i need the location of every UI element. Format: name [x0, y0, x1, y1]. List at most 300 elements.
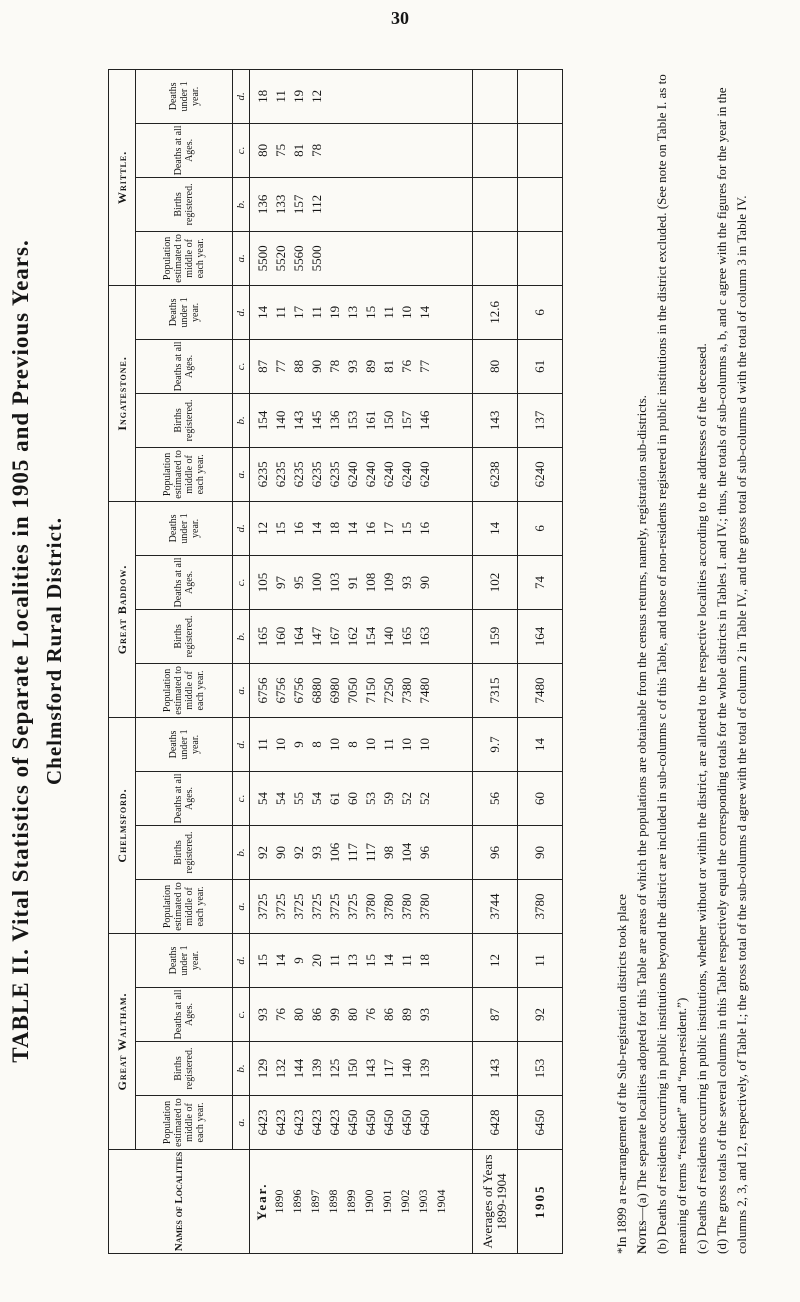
data-cell: 125 [327, 1058, 342, 1079]
sub-letter-writtle-deaths_under_1: d. [233, 69, 250, 123]
data-cell: 93 [399, 575, 414, 589]
data-cell: 6756 [291, 677, 306, 704]
data-cell: 165 [255, 626, 270, 647]
main-title: TABLE II. Vital Statistics of Separate Localities in 1905 and Previous Years. [8, 239, 33, 1063]
data-cell [362, 125, 380, 176]
data-cell [398, 233, 416, 284]
column-header-writtle-population: Population estimated to middle of each year. [136, 231, 233, 285]
data-cell: 81 [381, 359, 396, 373]
data-cell [398, 179, 416, 230]
data-cell: 144 [291, 1058, 306, 1079]
year-1905-chelmsford-population: 3780 [518, 879, 563, 933]
data-cell: 19 [327, 305, 342, 319]
data-cell: 140 [399, 1058, 414, 1079]
values-great_waltham-population [250, 1096, 473, 1150]
data-cell [344, 125, 362, 176]
data-cell: 80 [345, 1008, 360, 1021]
data-cell: 95 [291, 575, 306, 589]
data-cell: 11 [273, 90, 288, 103]
average-great_waltham-deaths: 87 [473, 988, 518, 1042]
data-cell: 153 [345, 410, 360, 431]
average-writtle-population [473, 231, 518, 285]
sub-letter-writtle-births: b. [233, 177, 250, 231]
column-header-ingatestone-births: Births registered. [136, 393, 233, 447]
sub-title: Chelmsford Rural District. [42, 516, 66, 786]
data-cell: 160 [273, 626, 288, 647]
year-1905-great_waltham-deaths_under_1: 11 [518, 933, 563, 987]
data-cell: 7150 [363, 677, 378, 704]
average-ingatestone-population: 6238 [473, 447, 518, 501]
data-cell: 140 [381, 626, 396, 647]
values-great_baddow-births [250, 609, 473, 663]
column-header-great_waltham-deaths_under_1: Deaths under 1 year. [136, 933, 233, 987]
data-cell: 146 [417, 410, 432, 431]
notes-lead: Notes [634, 1220, 649, 1254]
average-writtle-births [473, 177, 518, 231]
data-cell: 9 [291, 741, 306, 748]
note-a-text: —(a) The separate localities adopted for this Table are areas of which the populations are obtainable from the census returns, namely, registration sub-districts. [634, 395, 649, 1221]
averages-row [473, 69, 518, 1253]
column-header-ingatestone-population: Population estimated to middle of each year. [136, 447, 233, 501]
data-cell: 18 [327, 521, 342, 535]
data-cell: 6450 [381, 1109, 396, 1136]
page-number: 30 [391, 8, 409, 28]
data-cell: 108 [363, 572, 378, 593]
values-writtle-deaths_under_1 [250, 69, 473, 123]
average-great_waltham-births: 143 [473, 1042, 518, 1096]
values-ingatestone-births [250, 393, 473, 447]
year-1905-ingatestone-population: 6240 [518, 447, 563, 501]
data-cell: 7050 [345, 677, 360, 704]
column-header-writtle-deaths: Deaths at all Ages. [136, 123, 233, 177]
data-cell: 14 [309, 521, 324, 535]
year-1905-great_baddow-births: 164 [518, 609, 563, 663]
data-cell: 6240 [345, 461, 360, 488]
year-1905-great_baddow-deaths: 74 [518, 555, 563, 609]
average-great_baddow-births: 159 [473, 609, 518, 663]
data-cell: 6756 [255, 677, 270, 704]
values-great_baddow-population [250, 663, 473, 717]
data-cell: 11 [381, 738, 396, 751]
column-header-chelmsford-births: Births registered. [136, 825, 233, 879]
column-header-writtle-births: Births registered. [136, 177, 233, 231]
data-cell [380, 71, 398, 122]
data-cell: 6235 [255, 461, 270, 488]
data-cell: 6450 [417, 1109, 432, 1136]
data-cell: 157 [399, 410, 414, 431]
data-cell: 96 [417, 845, 432, 859]
year-value: 1899 [344, 1189, 358, 1214]
data-cell: 87 [255, 359, 270, 373]
values-ingatestone-deaths_under_1 [250, 285, 473, 339]
data-cell: 3780 [399, 893, 414, 920]
note-b: (b) Deaths of residents occurring in public institutions beyond the district are included in sub-columns c of this Table, and those of non-residents registered in public institutions in the district excluded. (See note on Table I. as to meaning of terms “resident” and “non-resident.”) [654, 74, 689, 1254]
data-cell: 117 [345, 842, 360, 862]
sub-letter-writtle-deaths: c. [233, 123, 250, 177]
data-cell: 3780 [363, 893, 378, 920]
year-1905-writtle-births [518, 177, 563, 231]
data-cell: 7480 [417, 677, 432, 704]
data-cell: 16 [363, 521, 378, 535]
vital-statistics-table [108, 69, 563, 1254]
data-cell: 88 [291, 359, 306, 373]
data-cell: 6235 [273, 461, 288, 488]
locality-header-great_waltham: Great Waltham. [109, 933, 136, 1149]
data-cell: 10 [399, 737, 414, 751]
data-cell: 140 [273, 410, 288, 431]
data-cell: 6880 [309, 677, 324, 704]
data-cell: 9 [291, 957, 306, 964]
data-cell: 13 [345, 305, 360, 319]
data-cell: 8 [345, 741, 360, 748]
year-value: 1896 [290, 1189, 304, 1214]
data-cell: 6423 [273, 1109, 288, 1136]
data-cell: 14 [255, 305, 270, 319]
data-cell: 15 [255, 954, 270, 967]
data-cell: 90 [417, 575, 432, 589]
data-cell: 59 [381, 791, 396, 805]
sub-letter-great_waltham-population: a. [233, 1096, 250, 1150]
locality-header-ingatestone: Ingatestone. [109, 285, 136, 501]
year-1905-great_baddow-deaths_under_1: 6 [518, 501, 563, 555]
data-cell: 86 [381, 1008, 396, 1021]
data-cell: 76 [399, 359, 414, 373]
data-cell: 93 [345, 359, 360, 373]
data-cell: 17 [291, 305, 306, 319]
data-cell: 77 [273, 359, 288, 373]
note-a [632, 74, 652, 1254]
values-writtle-population [250, 231, 473, 285]
average-chelmsford-births: 96 [473, 825, 518, 879]
data-cell: 18 [417, 954, 432, 967]
data-cell: 164 [291, 626, 306, 647]
average-great_waltham-deaths_under_1: 12 [473, 933, 518, 987]
data-cell: 15 [399, 521, 414, 535]
data-cell: 147 [309, 626, 324, 647]
data-cell: 139 [417, 1058, 432, 1079]
data-cell [362, 179, 380, 230]
data-cell: 10 [417, 737, 432, 751]
data-cell: 3725 [327, 893, 342, 920]
data-cell: 129 [255, 1058, 270, 1079]
year-1905-writtle-deaths_under_1 [518, 69, 563, 123]
data-cell: 3725 [255, 893, 270, 920]
column-header-great_waltham-births: Births registered. [136, 1042, 233, 1096]
data-cell: 5560 [291, 245, 306, 272]
data-cell: 80 [255, 143, 270, 157]
year-value: 1900 [362, 1189, 376, 1214]
year-value: 1904 [434, 1189, 448, 1214]
data-cell [416, 179, 434, 230]
sub-letter-chelmsford-births: b. [233, 825, 250, 879]
average-great_baddow-population: 7315 [473, 663, 518, 717]
data-cell: 106 [327, 842, 342, 863]
data-cell: 15 [363, 954, 378, 967]
year-1905-ingatestone-deaths_under_1: 6 [518, 285, 563, 339]
year-1905-row [518, 69, 563, 1253]
data-cell: 6423 [291, 1109, 306, 1136]
data-cell [380, 179, 398, 230]
sub-letter-great_baddow-deaths: c. [233, 555, 250, 609]
data-cell: 13 [345, 954, 360, 967]
data-cell: 11 [273, 306, 288, 319]
year-value: 1898 [326, 1189, 340, 1214]
year-value: 1902 [398, 1189, 412, 1214]
column-header-great_baddow-population: Population estimated to middle of each year. [136, 663, 233, 717]
data-cell: 54 [273, 791, 288, 805]
sub-letter-great_waltham-deaths: c. [233, 988, 250, 1042]
year-1905-ingatestone-births: 137 [518, 393, 563, 447]
average-great_baddow-deaths: 102 [473, 555, 518, 609]
data-cell: 76 [273, 1008, 288, 1021]
sub-letter-row [233, 69, 250, 1253]
values-ingatestone-population [250, 447, 473, 501]
data-cell: 14 [417, 305, 432, 319]
data-cell: 76 [363, 1008, 378, 1021]
data-cell: 90 [273, 845, 288, 859]
data-cell: 3780 [417, 893, 432, 920]
data-cell: 54 [255, 791, 270, 805]
year-1905-writtle-deaths [518, 123, 563, 177]
data-cell: 55 [291, 791, 306, 805]
data-cell: 3725 [291, 893, 306, 920]
data-cell: 78 [309, 143, 324, 157]
data-cell: 6423 [309, 1109, 324, 1136]
year-1905-label: 1905 [518, 1150, 563, 1254]
data-cell: 6235 [291, 461, 306, 488]
year-1905-chelmsford-births: 90 [518, 825, 563, 879]
data-cell: 14 [345, 521, 360, 535]
data-cell: 11 [381, 306, 396, 319]
data-cell: 16 [291, 521, 306, 535]
year-1905-writtle-population [518, 231, 563, 285]
data-cell [326, 125, 344, 176]
footnote-1899: *In 1899 a re-arrangement of the Sub-registration districts took place [614, 894, 629, 1254]
note-c: (c) Deaths of residents occurring in public institutions, whether without or within the district, are allotted to the respective localities according to the addresses of the deceased. [694, 343, 709, 1254]
data-cell: 97 [273, 575, 288, 589]
data-cell: 17 [381, 521, 396, 535]
average-ingatestone-deaths_under_1: 12.6 [473, 285, 518, 339]
data-cell [398, 125, 416, 176]
data-cell: 89 [363, 359, 378, 373]
data-cell: 15 [363, 305, 378, 319]
data-cell: 99 [327, 1008, 342, 1021]
data-cell: 167 [327, 626, 342, 647]
year-value: 1901 [380, 1189, 394, 1214]
sub-letter-great_baddow-deaths_under_1: d. [233, 501, 250, 555]
data-cell: 133 [273, 194, 288, 215]
data-cell [416, 233, 434, 284]
data-cell [362, 233, 380, 284]
year-header: Year. [254, 1182, 269, 1221]
data-cell: 14 [273, 954, 288, 967]
year-1905-great_waltham-births: 153 [518, 1042, 563, 1096]
year-value: 1890 [272, 1189, 286, 1214]
data-cell: 154 [363, 626, 378, 647]
data-cell: 18 [255, 89, 270, 103]
data-cell: 132 [273, 1058, 288, 1079]
data-cell: 6240 [363, 461, 378, 488]
column-header-row [136, 69, 233, 1253]
data-cell: 7250 [381, 677, 396, 704]
data-cell: 11 [327, 954, 342, 967]
data-cell: 3725 [273, 893, 288, 920]
data-cell [380, 233, 398, 284]
year-value: 1897 [308, 1189, 322, 1214]
data-cell: 10 [273, 737, 288, 751]
year-1905-ingatestone-deaths: 61 [518, 339, 563, 393]
data-cell: 92 [255, 845, 270, 859]
data-cell: 78 [327, 359, 342, 373]
data-cell [398, 71, 416, 122]
data-cell: 161 [363, 410, 378, 431]
notes-section [612, 74, 752, 1254]
data-cell: 6235 [327, 461, 342, 488]
data-cell: 143 [363, 1058, 378, 1079]
data-cell: 89 [399, 1008, 414, 1021]
sub-letter-chelmsford-population: a. [233, 879, 250, 933]
values-chelmsford-deaths [250, 771, 473, 825]
column-header-chelmsford-deaths: Deaths at all Ages. [136, 771, 233, 825]
values-chelmsford-deaths_under_1 [250, 717, 473, 771]
average-chelmsford-deaths_under_1: 9.7 [473, 717, 518, 771]
averages-label: Averages of Years 1899-1904 [473, 1150, 518, 1254]
data-cell: 136 [327, 410, 342, 431]
data-cell [326, 233, 344, 284]
locality-header-writtle: Writtle. [109, 69, 136, 285]
column-header-writtle-deaths_under_1: Deaths under 1 year. [136, 69, 233, 123]
data-cell [344, 71, 362, 122]
sub-letter-ingatestone-births: b. [233, 393, 250, 447]
data-cell: 75 [273, 143, 288, 157]
data-cell: 6450 [363, 1109, 378, 1136]
column-header-great_waltham-deaths: Deaths at all Ages. [136, 988, 233, 1042]
data-cell: 6450 [345, 1109, 360, 1136]
sub-letter-great_waltham-births: b. [233, 1042, 250, 1096]
data-cell: 150 [345, 1058, 360, 1079]
data-cell: 5520 [273, 245, 288, 272]
average-ingatestone-births: 143 [473, 393, 518, 447]
data-cell: 7380 [399, 677, 414, 704]
data-cell: 6240 [417, 461, 432, 488]
sub-letter-ingatestone-population: a. [233, 447, 250, 501]
data-cell: 6240 [381, 461, 396, 488]
values-chelmsford-births [250, 825, 473, 879]
year-value: 1903 [416, 1189, 430, 1214]
data-cell: 109 [381, 572, 396, 593]
data-cell: 3725 [309, 893, 324, 920]
sub-letter-great_baddow-population: a. [233, 663, 250, 717]
data-cell: 3725 [345, 893, 360, 920]
year-1905-great_baddow-population: 7480 [518, 663, 563, 717]
year-list [270, 1151, 450, 1252]
data-cell: 143 [291, 410, 306, 431]
data-cell: 11 [399, 954, 414, 967]
data-cell: 52 [399, 791, 414, 805]
values-writtle-births [250, 177, 473, 231]
year-1905-chelmsford-deaths: 60 [518, 771, 563, 825]
data-cell: 19 [291, 89, 306, 103]
column-header-chelmsford-deaths_under_1: Deaths under 1 year. [136, 717, 233, 771]
locality-header-row [109, 69, 136, 1253]
data-cell: 117 [381, 1058, 396, 1079]
data-cell: 11 [255, 738, 270, 751]
data-cell: 139 [309, 1058, 324, 1079]
data-cell: 165 [399, 626, 414, 647]
data-cell [344, 179, 362, 230]
data-cell: 105 [255, 572, 270, 593]
data-cell [380, 125, 398, 176]
sub-letter-great_waltham-deaths_under_1: d. [233, 933, 250, 987]
data-cell: 6423 [255, 1109, 270, 1136]
data-cell: 91 [345, 575, 360, 589]
data-cell: 112 [309, 194, 324, 214]
column-header-great_waltham-population: Population estimated to middle of each year. [136, 1096, 233, 1150]
data-cell: 6423 [327, 1109, 342, 1136]
year-column [250, 1150, 473, 1254]
data-cell: 92 [291, 845, 306, 859]
values-writtle-deaths [250, 123, 473, 177]
data-cell [362, 71, 380, 122]
column-header-chelmsford-population: Population estimated to middle of each year. [136, 879, 233, 933]
data-cell [344, 233, 362, 284]
data-cell [326, 179, 344, 230]
data-cell: 154 [255, 410, 270, 431]
data-cell: 10 [363, 737, 378, 751]
sub-letter-chelmsford-deaths_under_1: d. [233, 717, 250, 771]
average-writtle-deaths [473, 123, 518, 177]
sub-letter-ingatestone-deaths: c. [233, 339, 250, 393]
column-header-great_baddow-births: Births registered. [136, 609, 233, 663]
data-cell: 16 [417, 521, 432, 535]
data-cell: 5500 [255, 245, 270, 272]
data-cell: 81 [291, 143, 306, 157]
data-cell: 80 [291, 1008, 306, 1021]
values-ingatestone-deaths [250, 339, 473, 393]
data-cell: 93 [255, 1008, 270, 1021]
column-header-ingatestone-deaths: Deaths at all Ages. [136, 339, 233, 393]
data-cell: 150 [381, 410, 396, 431]
names-of-localities-header: Names of Localities [109, 1150, 250, 1254]
data-cell: 117 [363, 842, 378, 862]
data-cell: 53 [363, 791, 378, 805]
data-cell [326, 71, 344, 122]
data-cell: 93 [309, 845, 324, 859]
average-ingatestone-deaths: 80 [473, 339, 518, 393]
year-1905-great_waltham-population: 6450 [518, 1096, 563, 1150]
data-cell: 103 [327, 572, 342, 593]
average-writtle-deaths_under_1 [473, 69, 518, 123]
data-cell: 8 [309, 741, 324, 748]
average-chelmsford-deaths: 56 [473, 771, 518, 825]
data-cell: 162 [345, 626, 360, 647]
data-cell: 6980 [327, 677, 342, 704]
data-cell: 15 [273, 521, 288, 535]
data-cell: 77 [417, 359, 432, 373]
column-header-ingatestone-deaths_under_1: Deaths under 1 year. [136, 285, 233, 339]
data-cell: 6235 [309, 461, 324, 488]
data-cell: 145 [309, 410, 324, 431]
data-cell: 11 [309, 306, 324, 319]
data-cell: 157 [291, 194, 306, 215]
data-cell: 163 [417, 626, 432, 647]
year-1905-great_waltham-deaths: 92 [518, 988, 563, 1042]
locality-header-great_baddow: Great Baddow. [109, 501, 136, 717]
data-cell: 10 [399, 305, 414, 319]
values-great_baddow-deaths [250, 555, 473, 609]
column-header-great_baddow-deaths_under_1: Deaths under 1 year. [136, 501, 233, 555]
values-chelmsford-population [250, 879, 473, 933]
